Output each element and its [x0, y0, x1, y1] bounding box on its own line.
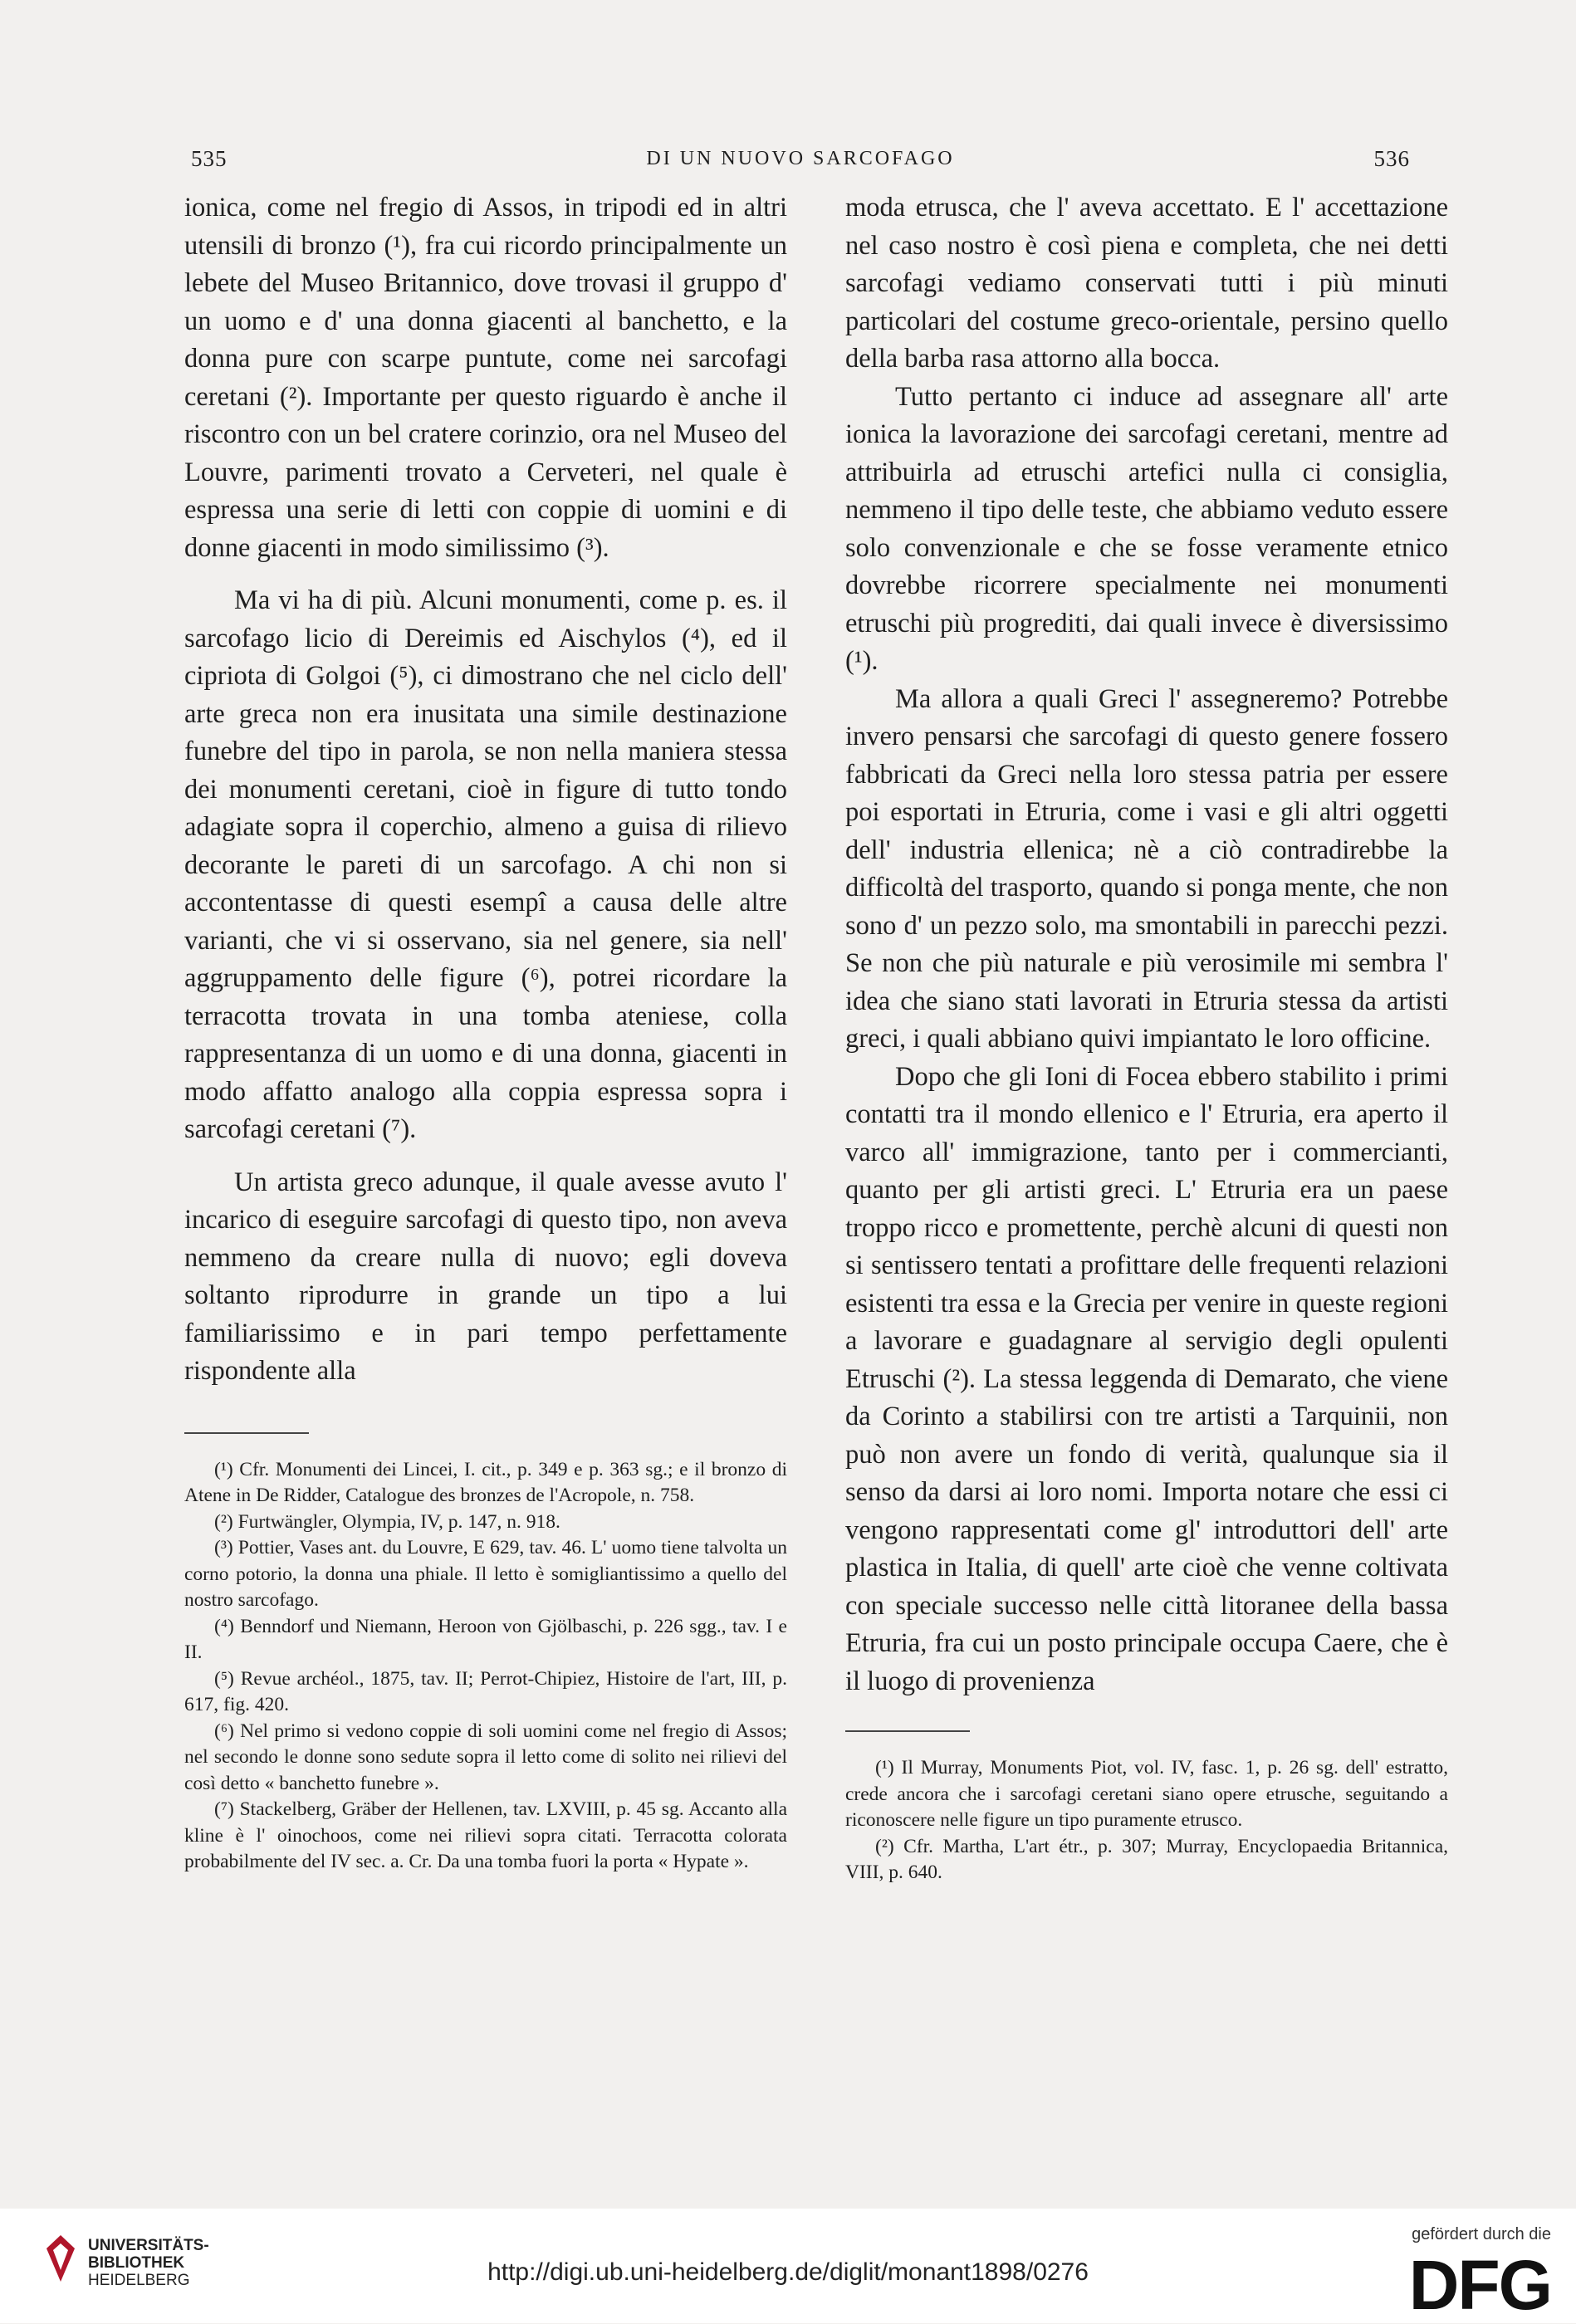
left-column: [184, 189, 787, 1876]
right-paragraph-1: moda etrusca, che l' aveva accettato. E l' accettazione nel caso nostro è così piena e completa, che nei detti sarcofagi vediamo conservati tutti i più minuti particolari del costume greco-orientale, persino quello della barba rasa attorno alla bocca.: [845, 193, 1448, 374]
right-column: [845, 189, 1448, 1886]
right-paragraph-3: Ma allora a quali Greci l' assegneremo? Potrebbe invero pensarsi che sarcofagi di questo genere fossero fabbricati da Greci nella loro stessa patria per essere poi esportati in Etruria, come i vasi e gli altri oggetti dell' industria ellenica; nè a ciò contradirebbe la difficoltà del trasporto, quando si ponga mente, che non sono d' un pezzo solo, ma smontabili in parecchi pezzi. Se non che più naturale e più verosimile mi sembra l' idea che siano stati lavorati in Etruria stessa da artisti greci, i quali abbiano quivi impiantato le loro officine.: [845, 683, 1448, 1054]
left-footnote-2: (²) Furtwängler, Olympia, IV, p. 147, n. 918.: [214, 1510, 560, 1533]
library-line-3: HEIDELBERG: [88, 2272, 190, 2289]
left-footnote-3: (³) Pottier, Vases ant. du Louvre, E 629, tav. 46. L' uomo tiene talvolta un corno potorio, la donna una phiale. Il letto è somigliantissimo a quello del nostro sarcofago.: [184, 1537, 787, 1611]
left-footnotes: [184, 1457, 787, 1876]
left-paragraph-2: Ma vi ha di più. Alcuni monumenti, come p. es. il sarcofago licio di Dereimis ed Aischylos (⁴), ed il cipriota di Golgoi (⁵), ci dimostrano che nel ciclo dell' arte greca non era inusitata una simile destinazione funebre del tipo in parola, se non nella maniera stessa dei monumenti ceretani, cioè in figure di tutto tondo adagiate sopra il coperchio, almeno a guisa di rilievo decorante le pareti di un sarcofago. A chi non si accontentasse di questi esempî a causa delle altre varianti, che vi si osservano, sia nel genere, sia nell' aggruppamento delle figure (⁶), potrei ricordare la terracotta trovata in una tomba ateniese, colla rappresentanza di un uomo e di una donna, giacenti in modo affatto analogo alla coppia espressa sopra i sarcofagi ceretani (⁷).: [184, 585, 787, 1144]
footnote-separator-right: [845, 1730, 970, 1732]
library-line-2: BIBLIOTHEK: [88, 2254, 185, 2272]
left-footnote-1: (¹) Cfr. Monumenti dei Lincei, I. cit., p. 349 e p. 363 sg.; e il bronzo di Atene in De Ridder, Catalogue des bronzes de l'Acropole, n. 758.: [184, 1458, 787, 1506]
right-footnote-1: (¹) Il Murray, Monuments Piot, vol. IV, fasc. 1, p. 26 sg. dell' estratto, crede ancora che i sarcofagi ceretani siano opere etrusche, seguitando a riconoscere nelle figure un tipo puramente etrusco.: [845, 1757, 1448, 1831]
left-footnote-6: (⁶) Nel primo si vedono coppie di soli uomini come nel fregio di Assos; nel secondo le donne sono sedute sopra il letto come di solito nei rilievi del così detto « banchetto funebre ».: [184, 1720, 787, 1794]
left-paragraph-3: Un artista greco adunque, il quale avesse avuto l' incarico di eseguire sarcofagi di questo tipo, non aveva nemmeno da creare nulla di nuovo; egli doveva soltanto riprodurre in grande un tipo a lui familiarissimo e in pari tempo perfettamente rispondente alla: [184, 1167, 787, 1386]
left-footnote-4: (⁴) Benndorf und Niemann, Heroon von Gjölbaschi, p. 226 sgg., tav. I e II.: [184, 1615, 787, 1663]
footnote-separator-left: [184, 1432, 309, 1434]
digitization-footer: [0, 2209, 1576, 2323]
page-number-right: 536: [1373, 146, 1410, 171]
permalink[interactable]: http://digi.ub.uni-heidelberg.de/diglit/monant1898/0276: [487, 2258, 1089, 2286]
right-footnotes: [845, 1755, 1448, 1886]
funding-caption: gefördert durch die: [1412, 2225, 1551, 2243]
left-paragraph-1: ionica, come nel fregio di Assos, in tripodi ed in altri utensili di bronzo (¹), fra cui ricordo principalmente un lebete del Museo Britannico, dove trovasi il gruppo d' un uomo e d' una donna giacenti al banchetto, e la donna pure con scarpe puntute, come nei sarcofagi ceretani (²). Importante per questo riguardo è anche il riscontro con un bel cratere corinzio, ora nel Museo del Louvre, parimenti trovato a Cerveteri, nel quale è espressa una serie di letti con coppie di uomini e di donne giacenti in modo similissimo (³).: [184, 193, 787, 563]
left-footnote-7: (⁷) Stackelberg, Gräber der Hellenen, tav. LXVIII, p. 45 sg. Accanto alla kline è l' oinochoos, come nei rilievi sopra citati. Terracotta colorata probabilmente del IV sec. a. Cr. Da una tomba fuori la porta « Hypate ».: [184, 1798, 787, 1872]
running-head: [191, 146, 1410, 179]
dfg-logo: DFG: [1408, 2246, 1551, 2324]
library-line-1: UNIVERSITÄTS-: [88, 2237, 209, 2254]
right-footnote-2: (²) Cfr. Martha, L'art étr., p. 307; Murray, Encyclopaedia Britannica, VIII, p. 640.: [845, 1835, 1448, 1883]
running-title: DI UN NUOVO SARCOFAGO: [646, 148, 955, 169]
right-paragraph-4: Dopo che gli Ioni di Focea ebbero stabilito i primi contatti tra il mondo ellenico e l' Etruria, era aperto il varco all' immigrazione, tanto per i commercianti, quanto per gli artisti greci. L' Etruria era un paese troppo ricco e promettente, perchè alcuni di questi non si sentissero tentati a profittare delle frequenti relazioni esistenti tra essa e la Grecia per venire in queste regioni a lavorare e guadagnare al servigio degli opulenti Etruschi (²). La stessa leggenda di Demarato, che viene da Corinto a stabilirsi con tre artisti a Tarquinii, non può non avere un fondo di verità, qualunque sia il senso da darsi ai loro nomi. Importa notare che essi ci vengono rappresentati come gl' introduttori dell' arte plastica in Italia, di quell' arte cioè che venne coltivata con speciale successo nelle città litoranee della bassa Etruria, fra cui un posto principale occupa Caere, che è il luogo di provenienza: [845, 1061, 1448, 1696]
left-footnote-5: (⁵) Revue archéol., 1875, tav. II; Perrot-Chipiez, Histoire de l'art, III, p. 617, fig. 420.: [184, 1667, 787, 1715]
right-paragraph-2: Tutto pertanto ci induce ad assegnare all' arte ionica la lavorazione dei sarcofagi ceretani, mentre ad attribuirla ad etruschi artefici nulla ci consiglia, nemmeno il tipo delle teste, che abbiamo veduto essere solo convenzionale e che se fosse veramente etnico dovrebbe ricorrere specialmente nei monumenti etruschi più progrediti, dai quali invece è diversissimo (¹).: [845, 381, 1448, 676]
page-number-left: 535: [191, 146, 228, 171]
